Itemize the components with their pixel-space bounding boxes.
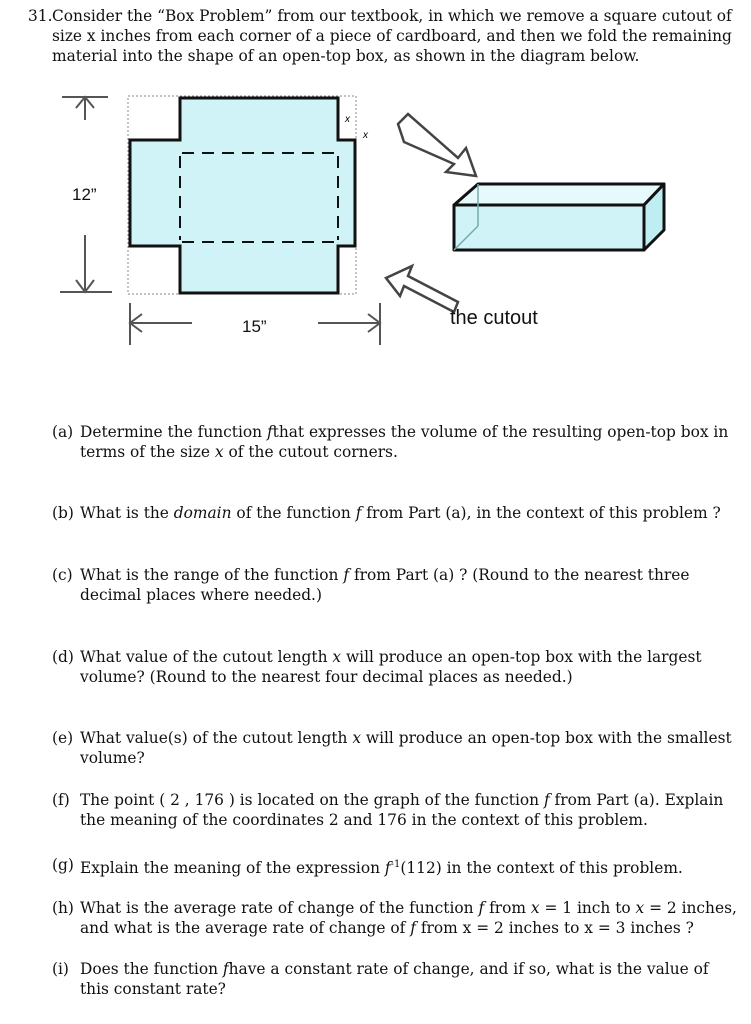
part-g-text: Explain the meaning of the expression $f^{-1}(112)$ in the context of this problem.: [80, 859, 683, 878]
part-h-label: (h): [52, 899, 74, 917]
part-e-text: What value(s) of the cutout length x will produce an open-top box with the smallest volume?: [80, 729, 732, 767]
part-h: [52, 898, 742, 938]
box-diagram: [0, 80, 751, 360]
part-a: [52, 422, 742, 462]
x-label-top: x: [345, 114, 350, 125]
part-b-label: (b): [52, 504, 74, 522]
part-a-label: (a): [52, 423, 74, 441]
part-b-text: What is the domain of the function f from Part (a), in the context of this problem ?: [80, 504, 721, 522]
part-c: [52, 565, 742, 605]
part-i-text: Does the function fhave a constant rate of change, and if so, what is the value of this constant rate?: [80, 960, 709, 998]
cutout-label: the cutout: [450, 307, 538, 329]
part-c-text: What is the range of the function f from Part (a) ? (Round to the nearest three decimal places where needed.): [80, 566, 690, 604]
part-g: [52, 855, 742, 878]
width-label: 15”: [242, 317, 267, 336]
part-f-text: The point ( 2 , 176 ) is located on the graph of the function f from Part (a). Explain the meaning of the coordinates 2 and 176 in the context of this problem.: [80, 791, 724, 829]
part-d-text: What value of the cutout length x will produce an open-top box with the largest volume? (Round to the nearest four decimal places as needed.): [80, 648, 702, 686]
part-f-label: (f): [52, 791, 70, 809]
part-h-text: What is the average rate of change of the function f from x = 1 inch to x = 2 inches, and what is the average rate of change of f from x = 2 inches to x = 3 inches ?: [80, 899, 737, 937]
open-top-box: [454, 184, 664, 250]
cardboard-net: [130, 98, 355, 293]
box-diagram-svg: [0, 80, 751, 360]
problem-number: 31.: [28, 7, 53, 25]
part-e-label: (e): [52, 729, 74, 747]
part-g-label: (g): [52, 856, 74, 874]
part-b: [52, 503, 742, 523]
part-i: [52, 959, 742, 999]
x-label-side: x: [363, 130, 368, 141]
cutout-arrow: [386, 266, 458, 312]
problem-intro: [28, 6, 738, 66]
part-e: [52, 728, 742, 768]
part-i-label: (i): [52, 960, 69, 978]
part-c-label: (c): [52, 566, 73, 584]
part-d-label: (d): [52, 648, 74, 666]
problem-intro-text: Consider the “Box Problem” from our textbook, in which we remove a square cutout of size x inches from each corner of a piece of cardboard, and then we fold the remaining material into the shape of an open-top box, as shown in the diagram below.: [52, 7, 732, 65]
fold-arrow: [398, 114, 476, 176]
height-label: 12”: [72, 185, 97, 204]
part-a-text: Determine the function fthat expresses the volume of the resulting open-top box in terms of the size x of the cutout corners.: [80, 423, 729, 461]
part-f: [52, 790, 742, 830]
part-d: [52, 647, 742, 687]
